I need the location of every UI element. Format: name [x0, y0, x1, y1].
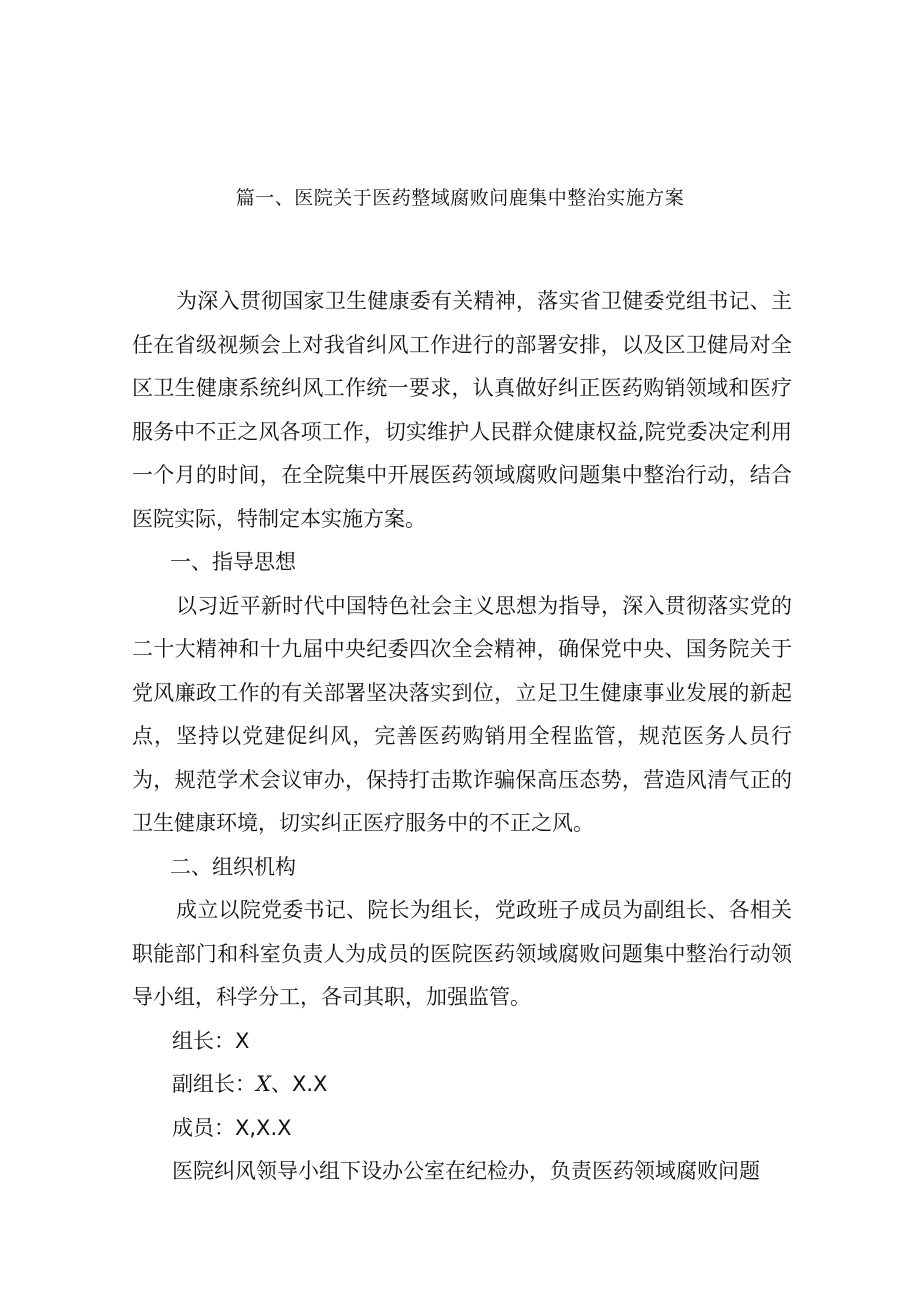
section-heading-organization: 二、组织机构 [170, 854, 296, 879]
members-label: 成员： [172, 1115, 235, 1140]
deputy-leader-label: 副组长： [172, 1072, 256, 1096]
leader-line [132, 1020, 792, 1064]
members-line [132, 1107, 792, 1151]
deputy-leader-line [132, 1063, 792, 1107]
section-heading-guiding-ideology: 一、指导思想 [170, 550, 296, 574]
intro-paragraph: 为深入贯彻国家卫生健康委有关精神，落实省卫健委党组书记、主任在省级视频会上对我省纠风工作进行的部署安排，以及区卫健局对全区卫生健康系统纠风工作统一要求，认真做好纠正医药购销领域和医疗服务中不正之风各项工作，切实维护人民群众健康权益,院党委决定利用一个月的时间，在全院集中开展医药领域腐败问题集中整治行动，结合医院实际，特制定本实施方案。 [132, 289, 792, 531]
leader-label: 组长： [172, 1028, 235, 1053]
deputy-leader-value: 、X.X [270, 1072, 328, 1096]
guiding-ideology-paragraph: 以习近平新时代中国特色社会主义思想为指导，深入贯彻落实党的二十大精神和十九届中央纪委四次全会精神，确保党中央、国务院关于党风廉政工作的有关部署坚决落实到位，立足卫生健康事业发展的新起点，坚持以党建促纠风，完善医药购销用全程监管，规范医务人员行为，规范学术会议审办，保持打击欺诈骗保高压态势，营造风清气正的卫生健康环境，切实纠正医疗服务中的不正之风。 [132, 593, 792, 835]
document-title: 篇一、医院关于医药整域腐败问鹿集中整治实施方案 [235, 187, 685, 209]
office-line: 医院纠风领导小组下设办公室在纪检办，负责医药领域腐败问题 [172, 1159, 760, 1183]
leader-value: X [235, 1028, 250, 1053]
deputy-leader-value-italic: X [256, 1072, 271, 1096]
document-body [132, 280, 792, 1194]
members-value: X,X.X [235, 1115, 292, 1140]
organization-paragraph: 成立以院党委书记、院长为组长，党政班子成员为副组长、各相关职能部门和科室负责人为成员的医院医药领域腐败问题集中整治行动领导小组，科学分工，各司其职，加强监管。 [132, 898, 792, 1009]
